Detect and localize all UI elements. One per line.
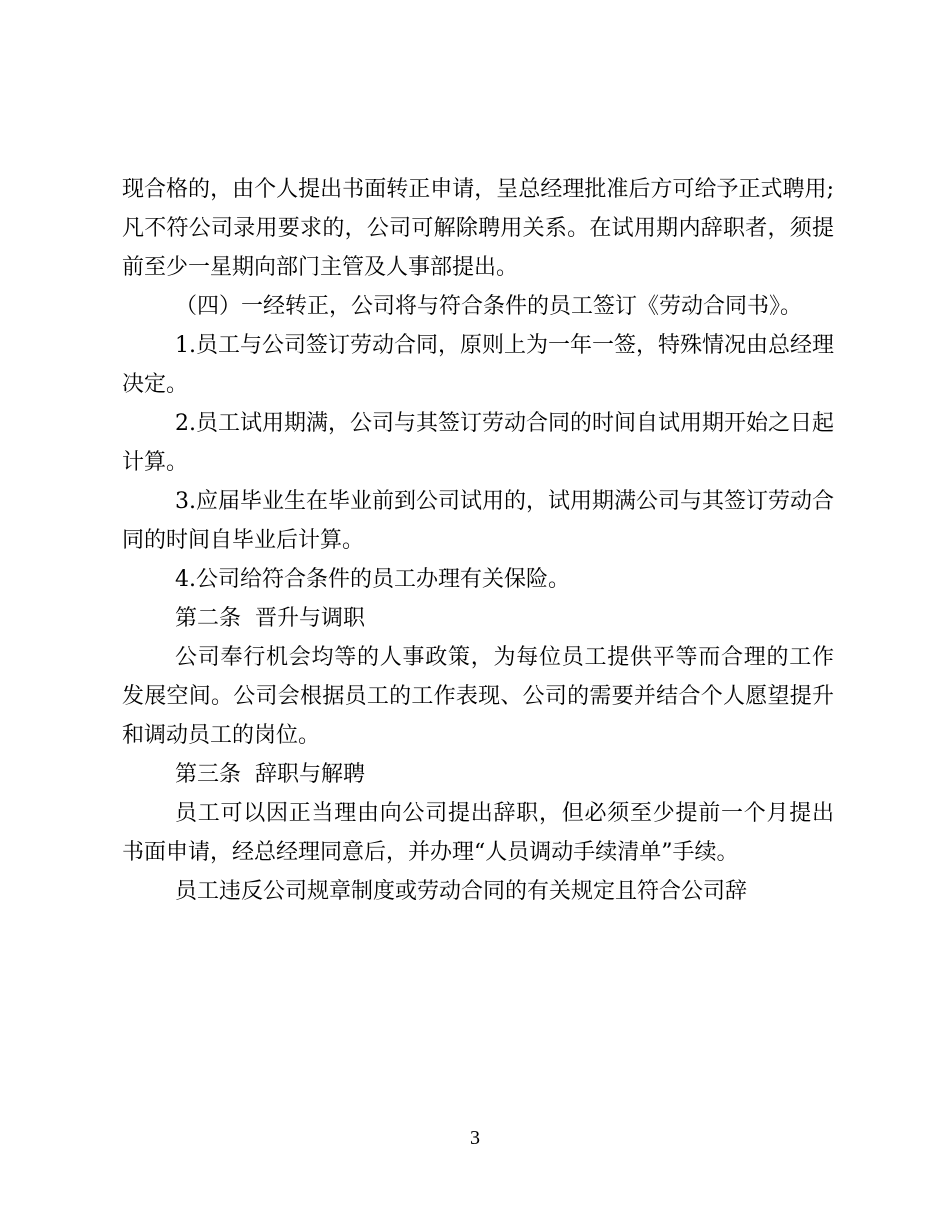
paragraph-8: 公司奉行机会均等的人事政策，为每位员工提供平等而合理的工作发展空间。公司会根据员工的工作表现、公司的需要并结合个人愿望提升和调动员工的岗位。 <box>122 645 834 748</box>
paragraph-11: 员工违反公司规章制度或劳动合同的有关规定且符合公司辞 <box>175 879 748 904</box>
paragraph-10: 员工可以因正当理由向公司提出辞职，但必须至少提前一个月提出书面申请，经总经理同意后，并办理“人员调动手续清单”手续。 <box>122 801 834 865</box>
document-body <box>122 170 834 911</box>
section-heading-article-2: 第二条 晋升与调职 <box>175 606 365 631</box>
paragraph-5: 3.应届毕业生在毕业前到公司试用的，试用期满公司与其签订劳动合同的时间自毕业后计算。 <box>122 489 834 553</box>
paragraph-4: 2.员工试用期满，公司与其签订劳动合同的时间自试用期开始之日起计算。 <box>122 411 834 475</box>
paragraph-2: （四）一经转正，公司将与符合条件的员工签订《劳动合同书》。 <box>175 294 803 319</box>
page-number: 3 <box>470 1127 480 1149</box>
paragraph-6: 4.公司给符合条件的员工办理有关保险。 <box>175 567 570 592</box>
section-heading-article-3: 第三条 辞职与解聘 <box>175 762 365 787</box>
paragraph-1: 现合格的，由个人提出书面转正申请，呈总经理批准后方可给予正式聘用;凡不符公司录用要求的，公司可解除聘用关系。在试用期内辞职者，须提前至少一星期向部门主管及人事部提出。 <box>122 177 834 280</box>
paragraph-3: 1.员工与公司签订劳动合同，原则上为一年一签，特殊情况由总经理决定。 <box>122 333 834 397</box>
